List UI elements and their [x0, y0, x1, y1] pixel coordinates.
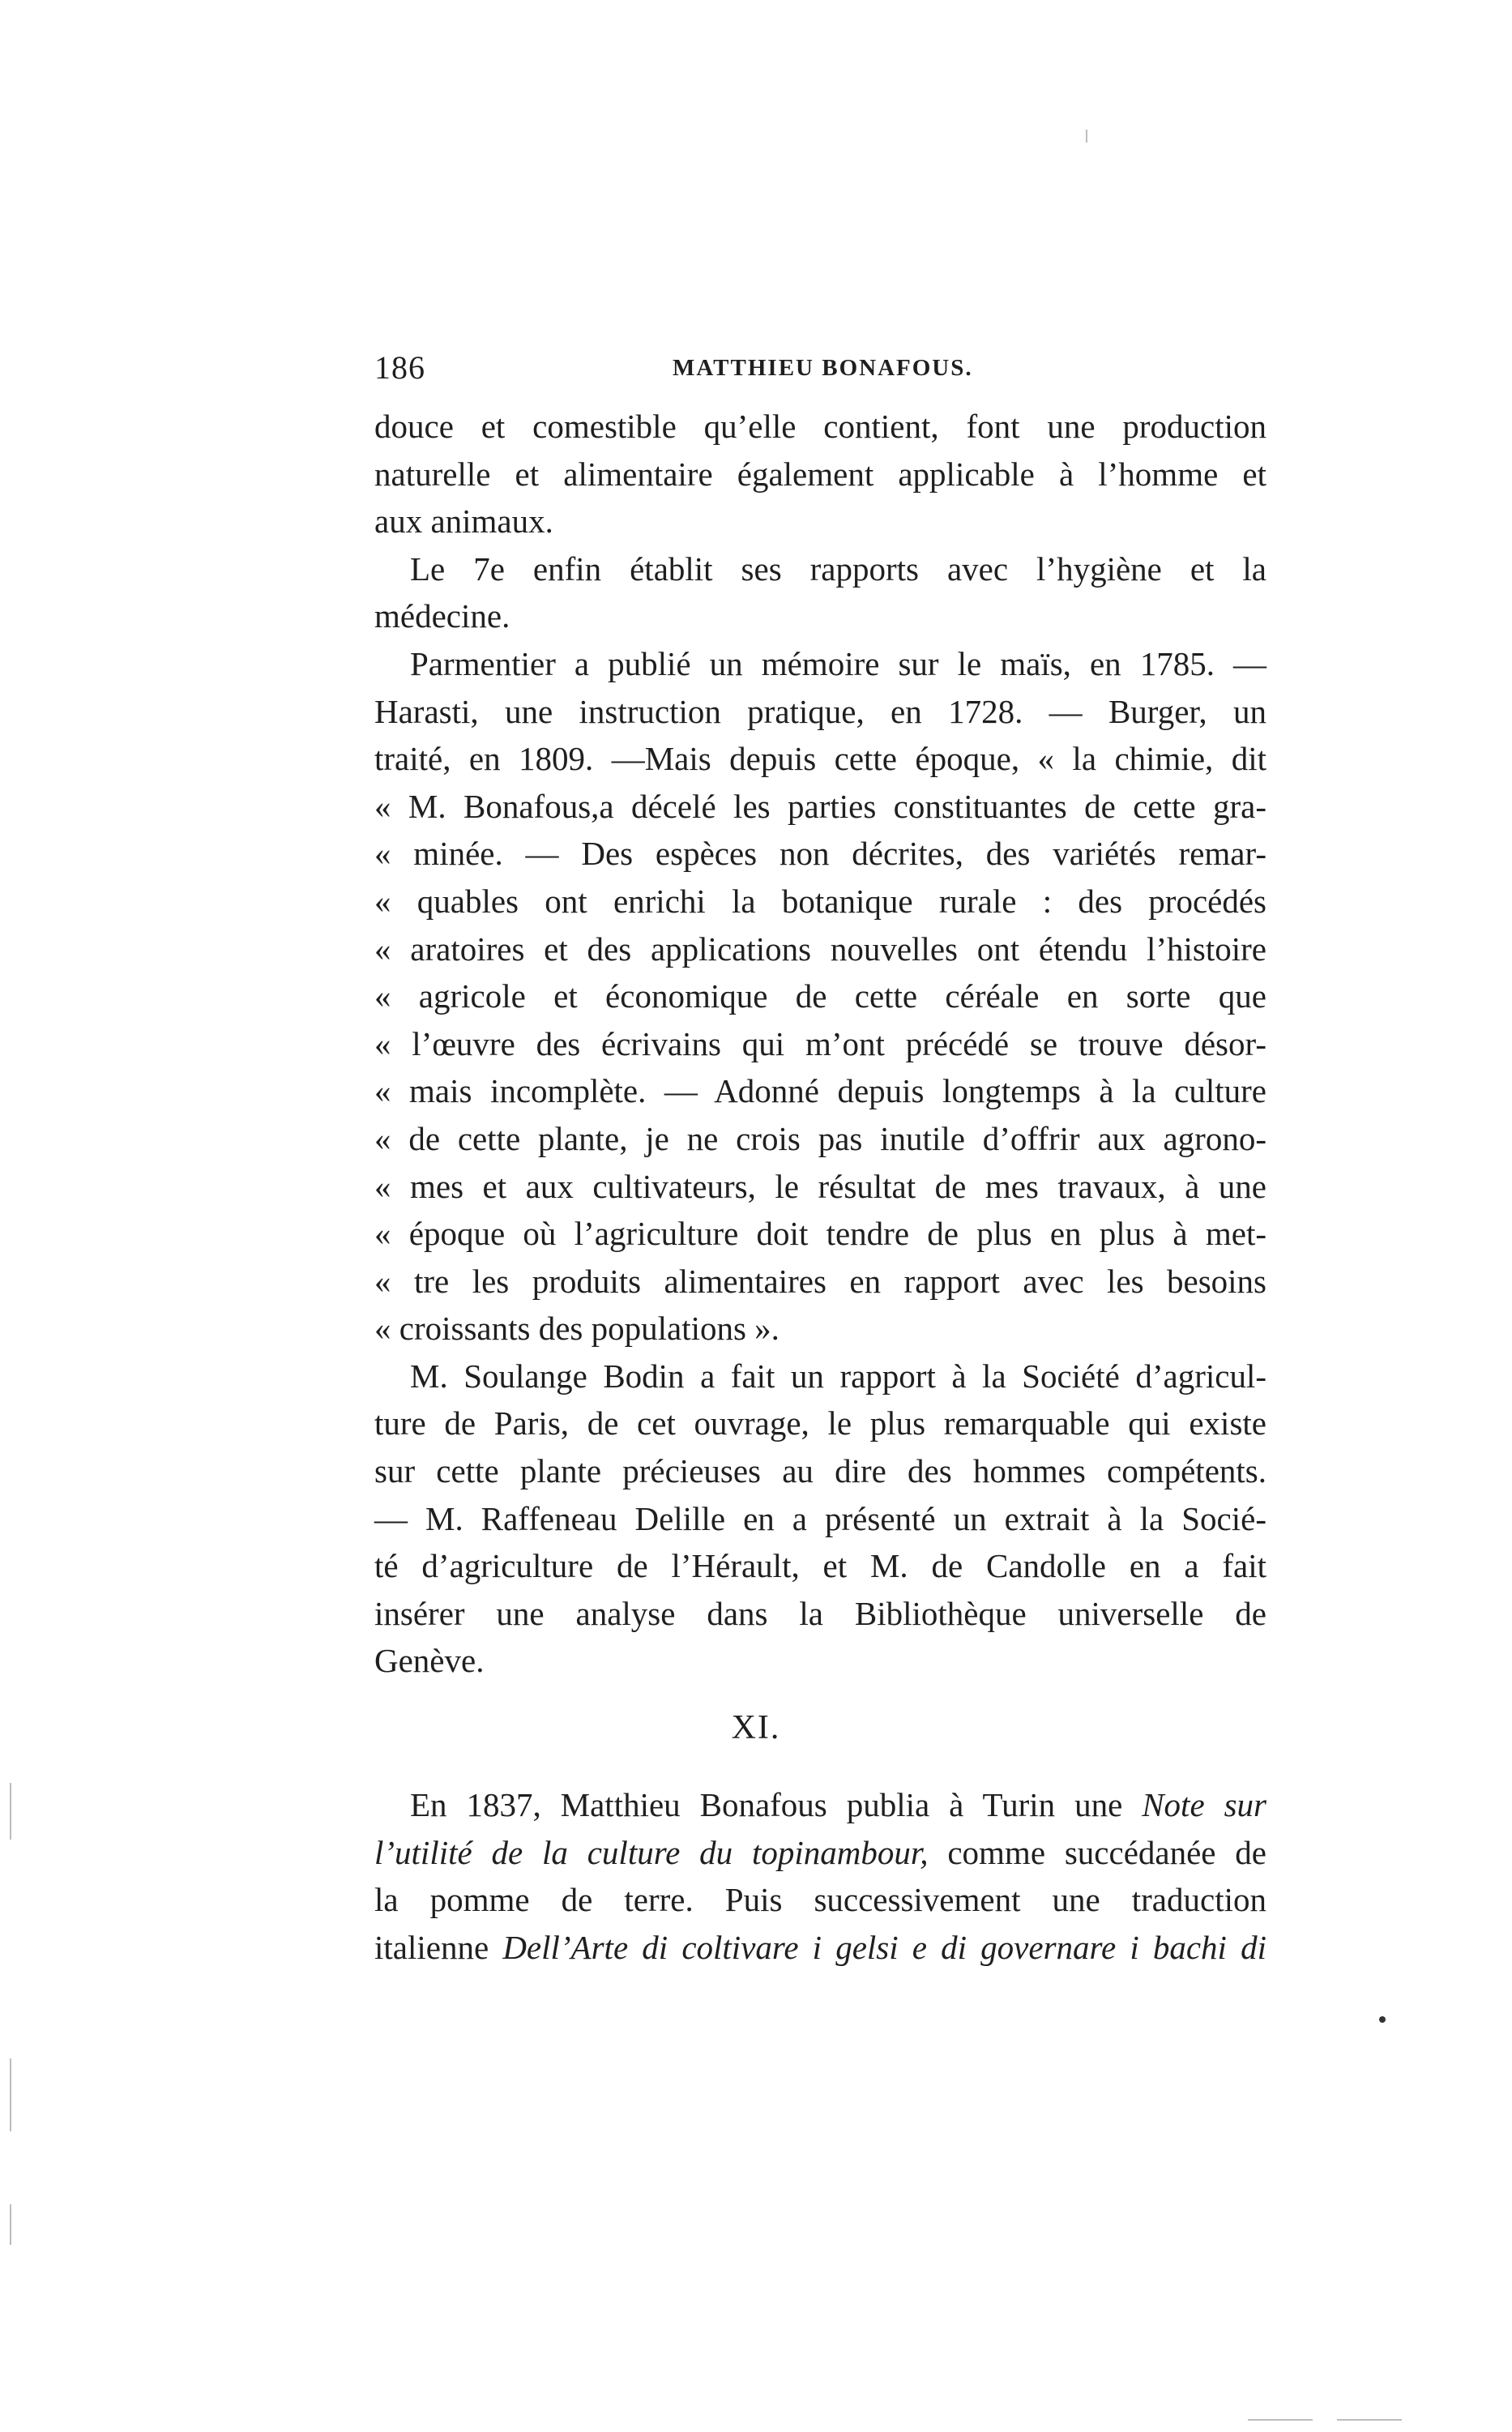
- text-line: Harasti, une instruction pratique, en 1728. — Burger, un: [374, 692, 1266, 730]
- running-head: MATTHIEU BONAFOUS.: [673, 355, 973, 381]
- text-line: Parmentier a publié un mémoire sur le maïs, en 1785. —: [410, 644, 1266, 682]
- text-line: [374, 1924, 1266, 1972]
- text-segment: comme succédanée de: [928, 1833, 1266, 1871]
- scan-mark: [10, 1783, 11, 1840]
- text-line: M. Soulange Bodin a fait un rapport à la Société d’agricul-: [410, 1357, 1266, 1395]
- text-line: médecine.: [374, 597, 510, 635]
- text-line: insérer une analyse dans la Bibliothèque universelle de: [374, 1594, 1266, 1632]
- text-line: la pomme de terre. Puis successivement une traduction: [374, 1881, 1266, 1919]
- italic-title: Dell’Arte di coltivare i gelsi e di governare i bachi di: [502, 1928, 1266, 1966]
- text-line: aux animaux.: [374, 502, 553, 541]
- text-segment: italienne: [374, 1928, 503, 1966]
- text-line: sur cette plante précieuses au dire des hommes compétents.: [374, 1452, 1266, 1490]
- body-text: [374, 403, 1266, 1685]
- text-line: [374, 1781, 1266, 1829]
- page-header: [374, 348, 1266, 397]
- scan-mark: [10, 2058, 11, 2131]
- text-line: « croissants des populations ».: [374, 1310, 779, 1348]
- section-heading: XI.: [731, 1709, 781, 1746]
- scan-mark: [1086, 130, 1087, 143]
- text-line: « mes et aux cultivateurs, le résultat de mes travaux, à une: [374, 1167, 1266, 1205]
- text-line: « tre les produits alimentaires en rapport avec les besoins: [374, 1262, 1266, 1300]
- text-line: [374, 1829, 1266, 1877]
- italic-title: Note sur: [1142, 1786, 1266, 1823]
- final-paragraph: [374, 1781, 1266, 1971]
- text-line: « aratoires et des applications nouvelles ont étendu l’histoire: [374, 930, 1266, 968]
- text-line: naturelle et alimentaire également applicable à l’homme et: [374, 455, 1266, 493]
- italic-title: l’utilité de la culture du topinambour,: [374, 1833, 929, 1871]
- text-line: Le 7e enfin établit ses rapports avec l’hygiène et la: [410, 549, 1266, 588]
- text-line: douce et comestible qu’elle contient, font une production: [374, 408, 1266, 445]
- text-line: ture de Paris, de cet ouvrage, le plus remarquable qui existe: [374, 1404, 1266, 1443]
- scan-mark: [1248, 2419, 1313, 2421]
- scan-mark: [10, 2204, 11, 2245]
- text-line: — M. Raffeneau Delille en a présenté un extrait à la Socié-: [374, 1499, 1266, 1537]
- text-line: traité, en 1809. —Mais depuis cette époque, « la chimie, dit: [374, 740, 1266, 778]
- text-line: « agricole et économique de cette céréale en sorte que: [374, 977, 1266, 1015]
- text-line: « minée. — Des espèces non décrites, des variétés remar-: [374, 835, 1266, 873]
- page-number: 186: [374, 349, 425, 386]
- text-line: « quables ont enrichi la botanique rurale : des procédés: [374, 882, 1266, 920]
- text-segment: En 1837, Matthieu Bonafous publia à Turin une: [410, 1786, 1143, 1823]
- text-line: Genève.: [374, 1642, 485, 1680]
- text-line: té d’agriculture de l’Hérault, et M. de Candolle en a fait: [374, 1547, 1266, 1585]
- scan-mark: [1337, 2419, 1402, 2421]
- text-line: « M. Bonafous,a décelé les parties constituantes de cette gra-: [374, 787, 1266, 825]
- scan-mark: [1379, 2016, 1386, 2023]
- text-line: « mais incomplète. — Adonné depuis longtemps à la culture: [374, 1072, 1266, 1110]
- text-line: « de cette plante, je ne crois pas inutile d’offrir aux agrono-: [374, 1119, 1266, 1157]
- text-line: « l’œuvre des écrivains qui m’ont précédé se trouve désor-: [374, 1024, 1266, 1062]
- text-line: « époque où l’agriculture doit tendre de plus en plus à met-: [374, 1215, 1266, 1253]
